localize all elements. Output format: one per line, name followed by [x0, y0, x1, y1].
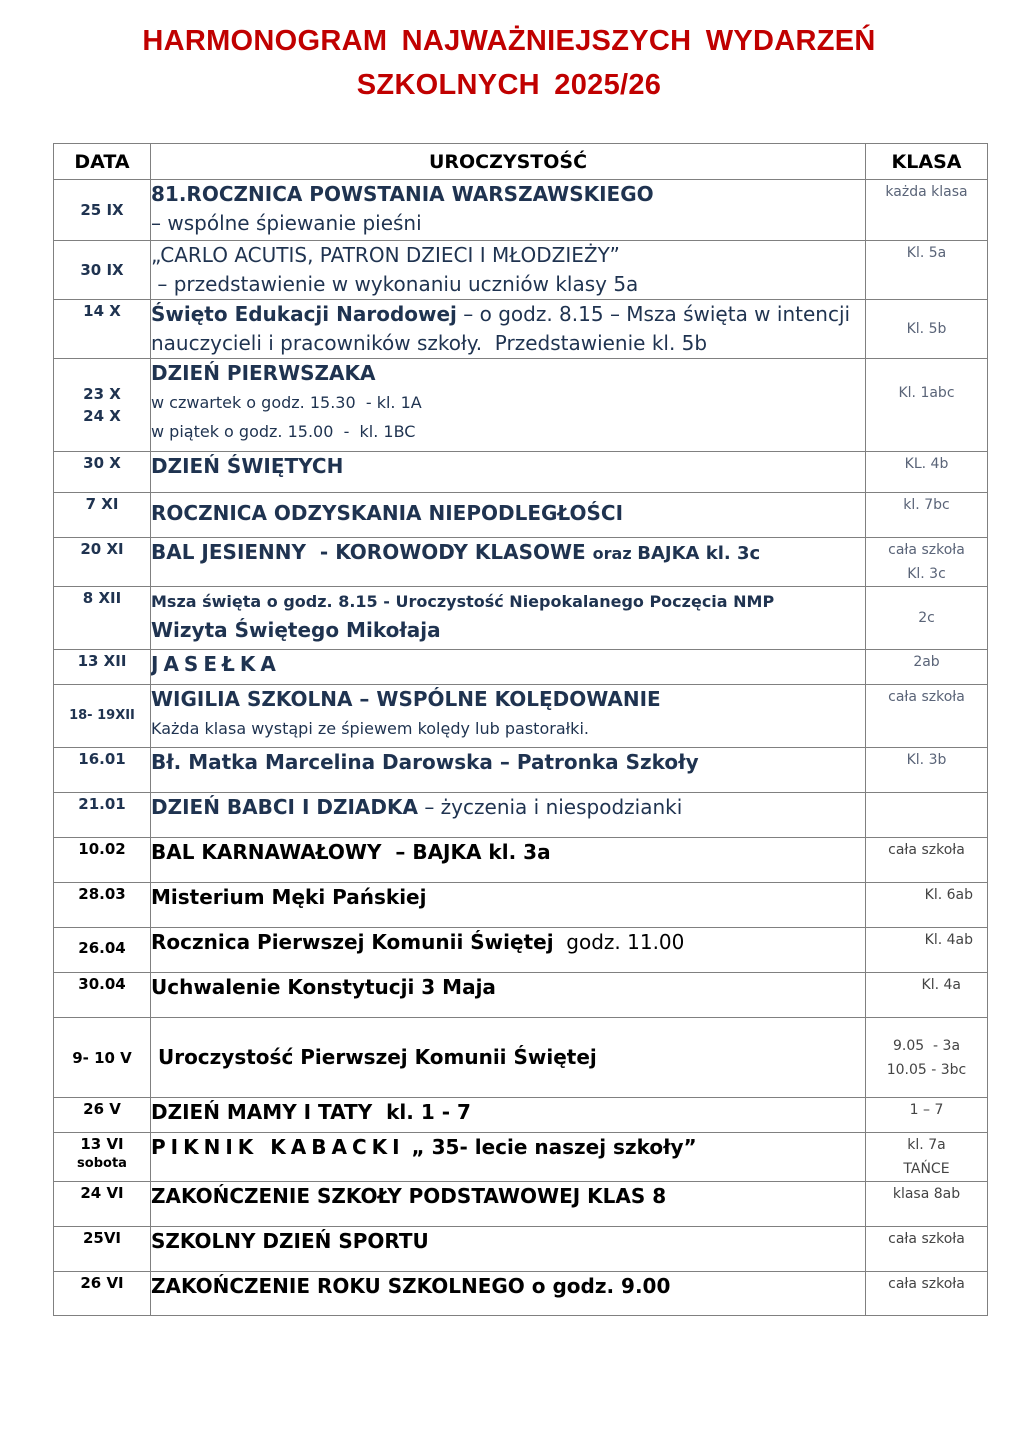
row-date: 28.03	[54, 883, 151, 928]
row-klasa: 2ab	[866, 650, 988, 685]
row-event: BAL KARNAWAŁOWY – BAJKA kl. 3a	[151, 838, 866, 883]
event-detail: w piątek o godz. 15.00 - kl. 1BC	[151, 422, 416, 441]
row-event	[151, 359, 866, 452]
row-date: 21.01	[54, 793, 151, 838]
event-title: WIGILIA SZKOLNA – WSPÓLNE KOLĘDOWANIE	[151, 687, 661, 711]
table-row	[54, 973, 988, 1018]
row-event	[151, 241, 866, 300]
event-detail: Wizyta Świętego Mikołaja	[151, 618, 441, 642]
date-line-2: sobota	[77, 1156, 127, 1171]
table-row	[54, 1227, 988, 1272]
row-klasa: 1 – 7	[866, 1098, 988, 1133]
row-klasa: każda klasa	[866, 180, 988, 241]
klasa-line-1: 9.05 - 3a	[892, 1037, 961, 1054]
row-date: 13 XII	[54, 650, 151, 685]
row-klasa: Kl. 3b	[866, 748, 988, 793]
table-row	[54, 300, 988, 359]
row-event	[151, 587, 866, 650]
header-klasa: KLASA	[866, 144, 988, 180]
row-event: ZAKOŃCZENIE ROKU SZKOLNEGO o godz. 9.00	[151, 1272, 866, 1316]
row-date	[54, 359, 151, 452]
klasa-line-2: 10.05 - 3bc	[886, 1061, 967, 1078]
row-klasa	[866, 538, 988, 587]
row-event: Bł. Matka Marcelina Darowska – Patronka Szkoły	[151, 748, 866, 793]
row-klasa: KL. 4b	[866, 452, 988, 493]
document-title-line-2: SZKOLNYCH 2025/26	[356, 69, 662, 101]
event-title: Święto Edukacji Narodowej	[151, 302, 457, 326]
row-klasa	[866, 1018, 988, 1098]
row-klasa: cała szkoła	[866, 838, 988, 883]
row-date: 24 VI	[54, 1182, 151, 1227]
event-title-suffix: godz. 11.00	[553, 930, 685, 954]
row-klasa: Kl. 5a	[866, 241, 988, 300]
table-row	[54, 838, 988, 883]
klasa-line-2: Kl. 3c	[907, 566, 946, 582]
event-title: DZIEŃ PIERWSZAKA	[151, 361, 376, 385]
row-event	[151, 685, 866, 748]
row-date: 26.04	[54, 928, 151, 973]
event-title: „CARLO ACUTIS, PATRON DZIECI I MŁODZIEŻY”	[151, 243, 620, 267]
event-title-suffix: – życzenia i niespodzianki	[417, 795, 683, 819]
row-event: Uchwalenie Konstytucji 3 Maja	[151, 973, 866, 1018]
row-date	[54, 1133, 151, 1182]
row-klasa	[866, 793, 988, 838]
row-date: 20 XI	[54, 538, 151, 587]
row-klasa: Kl. 1abc	[866, 359, 988, 452]
event-title: Msza święta o godz. 8.15 - Uroczystość Niepokalanego Poczęcia NMP	[151, 592, 775, 611]
row-event	[151, 928, 866, 973]
header-date: DATA	[54, 144, 151, 180]
klasa-line-1: kl. 7a	[907, 1137, 946, 1153]
table-row	[54, 928, 988, 973]
row-klasa: Kl. 6ab	[866, 883, 988, 928]
row-event: Misterium Męki Pańskiej	[151, 883, 866, 928]
table-row	[54, 748, 988, 793]
date-line-1: 13 VI	[80, 1135, 124, 1153]
event-detail: – przedstawienie w wykonaniu uczniów klasy 5a	[151, 272, 639, 296]
row-date: 8 XII	[54, 587, 151, 650]
event-title-suffix: BAJKA kl. 3c	[637, 543, 761, 564]
event-detail: nauczycieli i pracowników szkoły. Przedstawienie kl. 5b	[151, 331, 708, 355]
row-klasa: cała szkoła	[866, 1227, 988, 1272]
event-detail: w czwartek o godz. 15.30 - kl. 1A	[151, 393, 422, 412]
row-klasa: Kl. 4a	[866, 973, 988, 1018]
row-event: DZIEŃ MAMY I TATY kl. 1 - 7	[151, 1098, 866, 1133]
event-title-suffix: – o godz. 8.15 – Msza święta w intencji	[456, 302, 851, 326]
table-row	[54, 241, 988, 300]
row-event	[151, 300, 866, 359]
event-title: BAL JESIENNY - KOROWODY KLASOWE	[151, 540, 593, 564]
table-row	[54, 452, 988, 493]
table-row	[54, 650, 988, 685]
row-date: 30.04	[54, 973, 151, 1018]
row-event: ZAKOŃCZENIE SZKOŁY PODSTAWOWEJ KLAS 8	[151, 1182, 866, 1227]
row-event: Uroczystość Pierwszej Komunii Świętej	[151, 1018, 866, 1098]
row-date: 9- 10 V	[54, 1018, 151, 1098]
table-row	[54, 1133, 988, 1182]
event-detail: – wspólne śpiewanie pieśni	[151, 211, 422, 235]
row-event: ROCZNICA ODZYSKANIA NIEPODLEGŁOŚCI	[151, 493, 866, 538]
row-date: 25VI	[54, 1227, 151, 1272]
table-row	[54, 493, 988, 538]
event-detail: Każda klasa wystąpi ze śpiewem kolędy lub pastorałki.	[151, 719, 589, 738]
table-row	[54, 1272, 988, 1316]
row-event	[151, 538, 866, 587]
row-date: 26 VI	[54, 1272, 151, 1316]
row-date: 7 XI	[54, 493, 151, 538]
table-row	[54, 685, 988, 748]
event-title: 81.ROCZNICA POWSTANIA WARSZAWSKIEGO	[151, 182, 654, 206]
row-date: 10.02	[54, 838, 151, 883]
event-title: PIKNIK KABACKI	[151, 1135, 405, 1159]
schedule-table	[53, 143, 988, 1316]
row-klasa: kl. 7bc	[866, 493, 988, 538]
klasa-line-2: TAŃCE	[903, 1161, 950, 1177]
table-row	[54, 538, 988, 587]
row-date: 30 IX	[54, 241, 151, 300]
row-event: JASEŁKA	[151, 650, 866, 685]
row-date: 14 X	[54, 300, 151, 359]
table-row	[54, 1018, 988, 1098]
event-title-suffix: „ 35- lecie naszej szkoły”	[404, 1135, 697, 1159]
row-event: DZIEŃ ŚWIĘTYCH	[151, 452, 866, 493]
row-klasa: 2c	[866, 587, 988, 650]
date-line-1: 23 X	[83, 385, 121, 403]
table-row	[54, 180, 988, 241]
row-klasa: Kl. 4ab	[866, 928, 988, 973]
row-klasa: cała szkoła	[866, 1272, 988, 1316]
row-klasa	[866, 1133, 988, 1182]
table-row	[54, 587, 988, 650]
table-row	[54, 883, 988, 928]
klasa-line-1: cała szkoła	[888, 542, 965, 558]
row-date: 26 V	[54, 1098, 151, 1133]
row-event	[151, 793, 866, 838]
row-klasa: cała szkoła	[866, 685, 988, 748]
row-event	[151, 180, 866, 241]
date-line-2: 24 X	[83, 407, 121, 425]
row-klasa: Kl. 5b	[866, 300, 988, 359]
row-date: 30 X	[54, 452, 151, 493]
event-title-conj: oraz	[592, 544, 638, 563]
row-date: 25 IX	[54, 180, 151, 241]
row-date: 18- 19XII	[54, 685, 151, 748]
table-row	[54, 1182, 988, 1227]
row-klasa: klasa 8ab	[866, 1182, 988, 1227]
table-header-row	[54, 144, 988, 180]
event-title: DZIEŃ BABCI I DZIADKA	[151, 795, 418, 819]
row-event	[151, 1133, 866, 1182]
event-title: Rocznica Pierwszej Komunii Świętej	[151, 930, 554, 954]
table-row	[54, 1098, 988, 1133]
header-event: UROCZYSTOŚĆ	[151, 144, 866, 180]
row-date: 16.01	[54, 748, 151, 793]
document-title-line-1: HARMONOGRAM NAJWAŻNIEJSZYCH WYDARZEŃ	[142, 25, 876, 57]
row-event: SZKOLNY DZIEŃ SPORTU	[151, 1227, 866, 1272]
table-row	[54, 359, 988, 452]
table-row	[54, 793, 988, 838]
